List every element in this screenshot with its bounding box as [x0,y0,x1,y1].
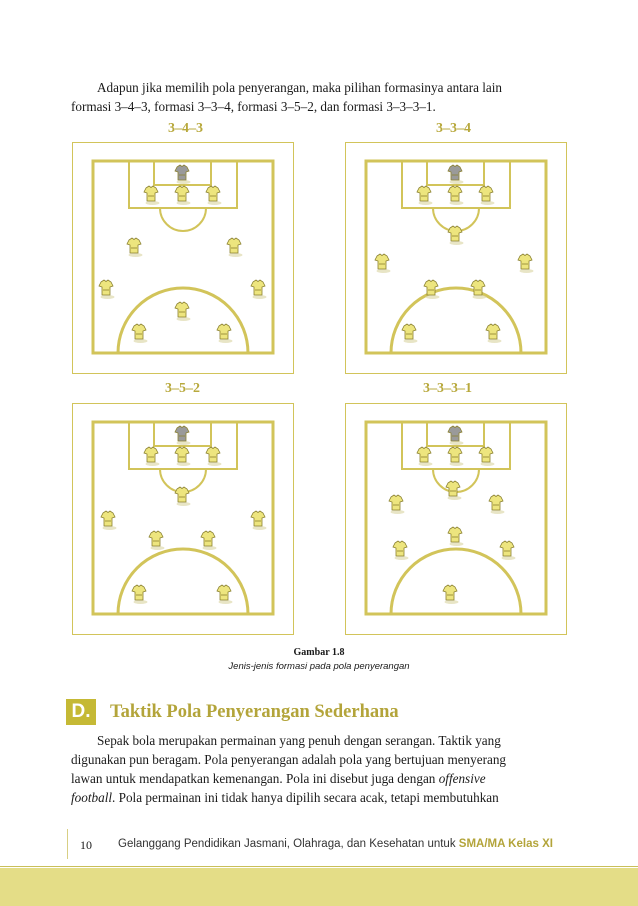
player-icon [206,186,222,205]
player-icon [389,495,405,514]
player-icon [500,541,516,560]
intro-line-1: Adapun jika memilih pola penyerangan, maka pilihan formasinya antara lain [97,80,503,95]
player-icon [417,186,433,205]
footer-highlight: SMA/MA Kelas XI [458,838,553,850]
player-icon [486,324,502,343]
body-line-3-italic: offensive [438,771,486,786]
footer-book-title [118,838,553,850]
figure-title: Gambar 1.8 [293,647,345,658]
figure-caption [0,646,638,674]
player-icon [217,324,233,343]
player-icon [251,511,267,530]
player-icon [201,531,217,550]
field-343 [72,142,294,374]
goalkeeper-icon [175,165,191,184]
footer-text: Gelanggang Pendidikan Jasmani, Olahraga, dan Kesehatan untuk [118,838,459,850]
player-icon [402,324,418,343]
player-icon [175,487,191,506]
body-line-2: digunakan pun beragam. Pola penyerangan adalah pola yang bertujuan menyerang [71,752,507,767]
player-icon [375,254,391,273]
player-icon [518,254,534,273]
player-icon [149,531,165,550]
player-icon [251,280,267,299]
player-icon [448,226,464,245]
player-icon [101,511,117,530]
page-number: 10 [80,838,92,852]
player-icon [489,495,505,514]
formation-label-334: 3–3–4 [436,121,471,136]
player-icon [227,238,243,257]
player-icon [448,527,464,546]
center-circle [118,549,248,614]
field-352 [72,403,294,635]
body-line-3-text: lawan untuk mendapatkan kemenangan. Pola ini disebut juga dengan [71,771,439,786]
player-icon [443,585,459,604]
footer-bar [0,868,638,906]
player-icon [448,186,464,205]
footer-divider [67,829,68,859]
formation-label-3331: 3–3–3–1 [423,381,472,396]
center-circle [391,288,521,353]
player-icon [206,447,222,466]
player-icon [417,447,433,466]
player-icon [127,238,143,257]
player-icon [175,186,191,205]
player-icon [144,186,160,205]
player-icon [217,585,233,604]
player-icon [132,585,148,604]
player-icon [99,280,115,299]
goalkeeper-icon [175,426,191,445]
player-icon [132,324,148,343]
body-line-3 [71,769,567,788]
formation-label-352: 3–5–2 [165,381,200,396]
goalkeeper-icon [448,165,464,184]
player-icon [393,541,409,560]
goalkeeper-icon [448,426,464,445]
field-334 [345,142,567,374]
player-icon [175,447,191,466]
section-letter: D. [66,699,96,725]
player-icon [479,447,495,466]
figure-subtitle: Jenis-jenis formasi pada pola penyerangan [228,661,410,672]
player-icon [479,186,495,205]
player-icon [144,447,160,466]
penalty-arc [160,208,206,231]
footer-bar-line [0,866,638,867]
player-icon [448,447,464,466]
intro-line-2: formasi 3–4–3, formasi 3–3–4, formasi 3–5–2, dan formasi 3–3–3–1. [71,99,436,114]
field-3331 [345,403,567,635]
body-line-1: Sepak bola merupakan permainan yang penuh dengan serangan. Taktik yang [97,733,501,748]
body-line-4 [71,788,567,807]
player-icon [175,302,191,321]
center-circle [391,549,521,614]
body-line-4-text: . Pola permainan ini tidak hanya dipilih secara acak, tetapi membutuhkan [112,790,499,805]
section-title: Taktik Pola Penyerangan Sederhana [110,702,399,722]
formation-label-343: 3–4–3 [168,121,203,136]
body-line-4-italic: football [71,790,113,805]
